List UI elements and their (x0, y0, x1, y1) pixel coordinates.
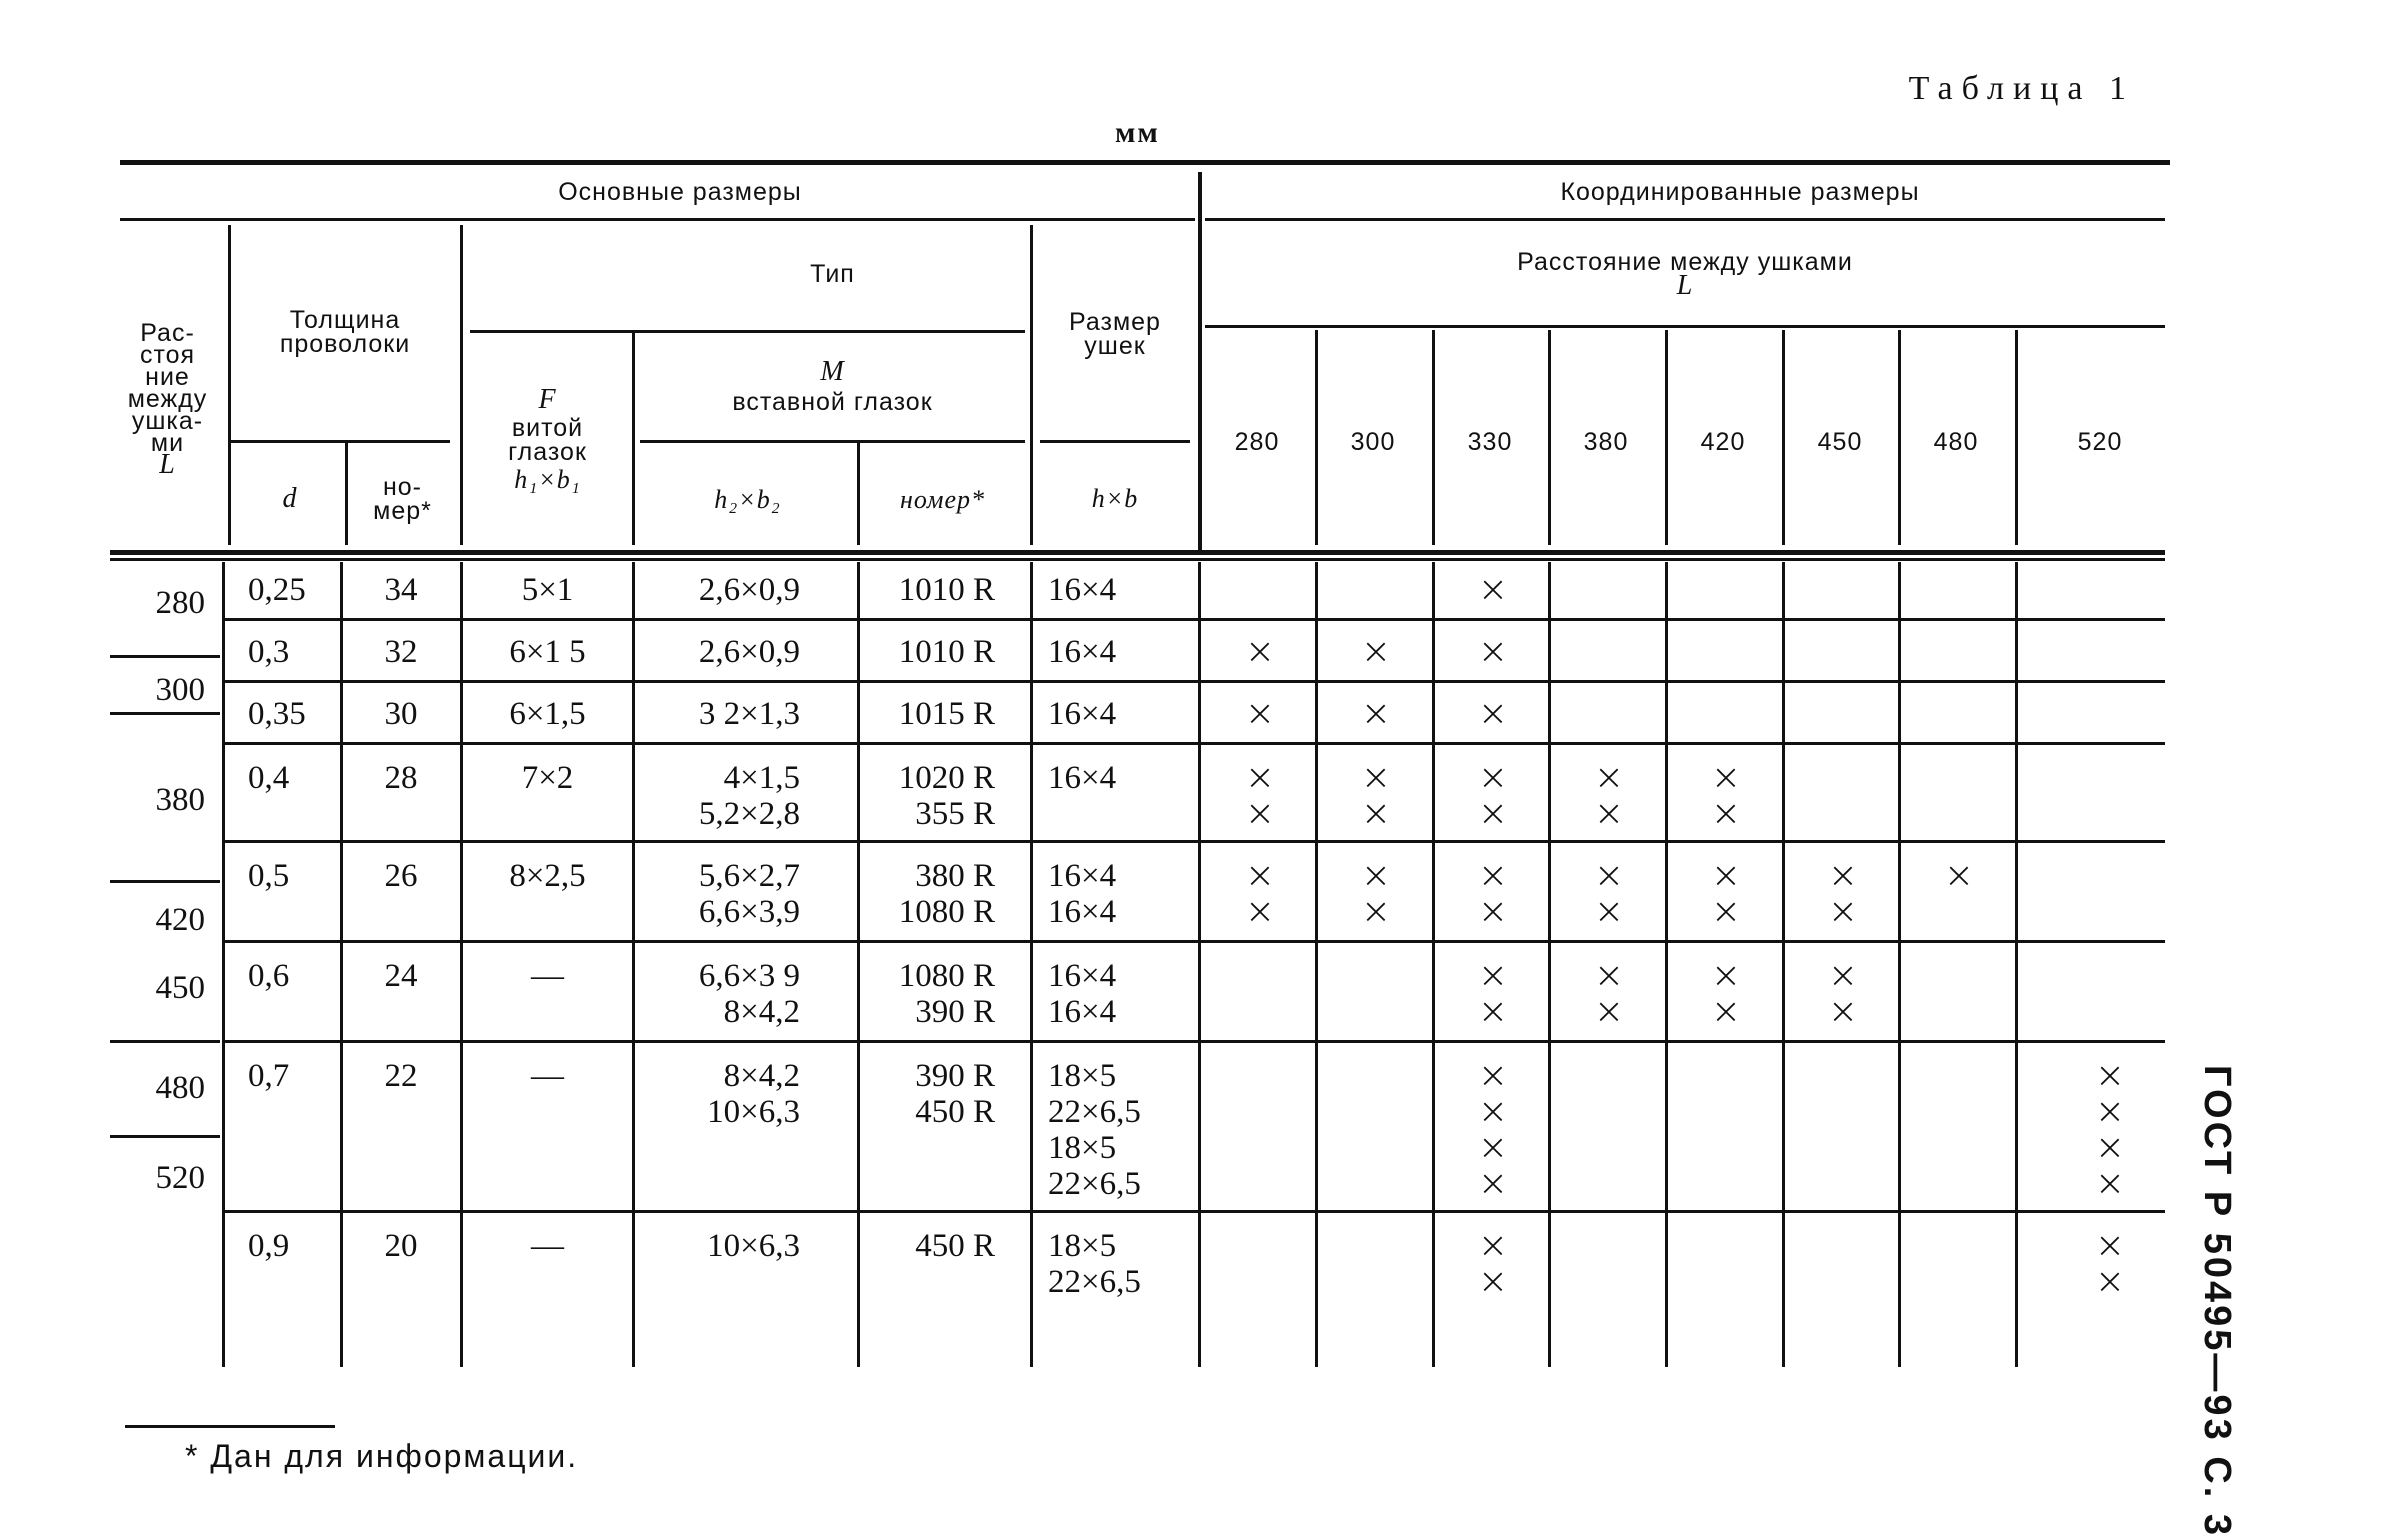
check-mark: × (1710, 891, 1742, 932)
L-value-header: 420 (1700, 428, 1746, 456)
check-mark: × (1477, 693, 1509, 734)
wire-number: 22 (384, 1058, 418, 1094)
inserted-eye-number: 355 R (915, 796, 995, 832)
check-mark: × (1477, 955, 1509, 996)
check-mark: × (1593, 891, 1625, 932)
twisted-eye-size: 8×2,5 (509, 858, 586, 894)
col-divider (1898, 562, 1901, 1367)
inserted-eye-size: 2,6×0,9 (698, 572, 800, 608)
ear-size: 16×4 (1048, 894, 1117, 930)
ear-size: 16×4 (1048, 634, 1117, 670)
L-value-header: 520 (2077, 428, 2123, 456)
wire-diameter: 0,5 (248, 858, 290, 894)
wire-number: 30 (384, 696, 418, 732)
check-mark: × (1477, 1091, 1509, 1132)
twisted-eye-size: 6×1,5 (509, 696, 586, 732)
check-mark: × (2094, 1127, 2126, 1168)
col-divider (1432, 330, 1435, 545)
col-divider (340, 562, 343, 1367)
rule-under-basic (120, 218, 1195, 221)
ear-size: 16×4 (1048, 994, 1117, 1030)
header-bottom-rule-2 (110, 558, 2165, 561)
wire-number: 24 (384, 958, 418, 994)
row-rule (225, 680, 2165, 683)
footnote: * Дан для информации. (185, 1438, 579, 1474)
header-M-desc: вставной глазок (732, 388, 933, 416)
twisted-eye-size: 7×2 (521, 760, 574, 796)
col-divider (2015, 330, 2018, 545)
inserted-eye-size: 2,6×0,9 (698, 634, 800, 670)
ear-size: 18×5 (1048, 1058, 1117, 1094)
inserted-eye-number: 1010 R (898, 634, 995, 670)
row-rule (225, 742, 2165, 745)
twisted-eye-size: — (531, 1228, 564, 1264)
wire-diameter: 0,9 (248, 1228, 290, 1264)
rule-under-thickness (230, 440, 450, 443)
col-divider (1315, 562, 1318, 1367)
inserted-eye-size: 6,6×3,9 (698, 894, 800, 930)
ear-size: 16×4 (1048, 572, 1117, 608)
col-divider (1782, 562, 1785, 1367)
check-mark: × (1477, 1127, 1509, 1168)
col-divider (1315, 330, 1318, 545)
twisted-eye-size: 5×1 (521, 572, 574, 608)
check-mark: × (1360, 793, 1392, 834)
row-rule (225, 840, 2165, 843)
L-value-header: 480 (1933, 428, 1979, 456)
check-mark: × (1477, 1055, 1509, 1096)
ear-size: 18×5 (1048, 1228, 1117, 1264)
check-mark: × (1360, 757, 1392, 798)
inserted-eye-number: 1080 R (898, 958, 995, 994)
check-mark: × (1827, 955, 1859, 996)
col-divider (345, 440, 348, 545)
inserted-eye-size: 5,6×2,7 (698, 858, 800, 894)
inserted-eye-size: 6,6×3 9 (698, 958, 800, 994)
inserted-eye-size: 10×6,3 (707, 1228, 800, 1264)
header-M-dim: h₂×b₂ (714, 485, 781, 514)
col-divider (1432, 562, 1435, 1367)
col-divider-main (1198, 172, 1202, 552)
check-mark: × (1360, 631, 1392, 672)
distance-value: 450 (155, 970, 205, 1006)
header-number: но- мер* (373, 473, 432, 525)
inserted-eye-size: 5,2×2,8 (698, 796, 800, 832)
inserted-eye-number: 1015 R (898, 696, 995, 732)
wire-diameter: 0,25 (248, 572, 306, 608)
check-mark: × (1477, 793, 1509, 834)
header-type: Тип (810, 260, 855, 288)
check-mark: × (1827, 891, 1859, 932)
check-mark: × (2094, 1261, 2126, 1302)
wire-diameter: 0,4 (248, 760, 290, 796)
rule-under-type (470, 330, 1025, 333)
header-distance: Рас- стоя ние между ушка- ми L (127, 319, 208, 480)
col-divider (1548, 562, 1551, 1367)
check-mark: × (1244, 891, 1276, 932)
check-mark: × (2094, 1055, 2126, 1096)
L-rule (110, 1135, 220, 1138)
check-mark: × (1477, 757, 1509, 798)
header-M: M (820, 356, 845, 387)
col-divider (632, 562, 635, 1367)
check-mark: × (2094, 1091, 2126, 1132)
check-mark: × (1593, 955, 1625, 996)
inserted-eye-number: 390 R (915, 994, 995, 1030)
check-mark: × (1593, 855, 1625, 896)
check-mark: × (1244, 693, 1276, 734)
distance-value: 300 (155, 672, 205, 708)
ear-size: 16×4 (1048, 696, 1117, 732)
check-mark: × (1244, 855, 1276, 896)
side-document-label: ГОСТ Р 50495—93 С. 3 (2196, 1065, 2238, 1538)
inserted-eye-size: 4×1,5 (723, 760, 800, 796)
ear-size: 16×4 (1048, 760, 1117, 796)
distance-value: 280 (155, 585, 205, 621)
row-rule (225, 618, 2165, 621)
ear-size: 22×6,5 (1048, 1094, 1141, 1130)
L-value-header: 380 (1583, 428, 1629, 456)
col-divider (228, 225, 231, 545)
table-caption: Таблица 1 (1908, 70, 2135, 107)
check-mark: × (2094, 1225, 2126, 1266)
L-value-header: 450 (1817, 428, 1863, 456)
col-divider (1548, 330, 1551, 545)
header-M-num: номер* (899, 485, 986, 514)
ear-size: 16×4 (1048, 958, 1117, 994)
col-divider (1030, 562, 1033, 1367)
col-divider (1898, 330, 1901, 545)
rule-under-ear (1040, 440, 1190, 443)
header-coordinated: Координированные размеры (1560, 178, 1920, 206)
col-divider (2015, 562, 2018, 1367)
wire-number: 20 (384, 1228, 418, 1264)
header-bottom-rule (110, 550, 2165, 555)
check-mark: × (1710, 855, 1742, 896)
wire-number: 34 (384, 572, 418, 608)
inserted-eye-size: 8×4,2 (723, 1058, 800, 1094)
check-mark: × (1360, 891, 1392, 932)
check-mark: × (1477, 631, 1509, 672)
col-divider (460, 225, 463, 545)
wire-diameter: 0,7 (248, 1058, 290, 1094)
L-value-header: 300 (1350, 428, 1396, 456)
inserted-eye-number: 1020 R (898, 760, 995, 796)
L-value-header: 280 (1234, 428, 1280, 456)
check-mark: × (1244, 631, 1276, 672)
header-ear-dim: h×b (1091, 484, 1139, 513)
twisted-eye-size: — (531, 1058, 564, 1094)
ear-size: 22×6,5 (1048, 1264, 1141, 1300)
ear-size: 18×5 (1048, 1130, 1117, 1166)
inserted-eye-size: 3 2×1,3 (698, 696, 800, 732)
check-mark: × (1827, 991, 1859, 1032)
col-divider (1198, 562, 1201, 1367)
L-value-header: 330 (1467, 428, 1513, 456)
check-mark: × (2094, 1163, 2126, 1204)
header-d: d (282, 483, 298, 514)
row-rule (225, 1210, 2165, 1213)
units-label: мм (1115, 116, 1160, 149)
row-rule (225, 1040, 2165, 1043)
inserted-eye-number: 450 R (915, 1094, 995, 1130)
ear-size: 22×6,5 (1048, 1166, 1141, 1202)
check-mark: × (1244, 793, 1276, 834)
check-mark: × (1244, 757, 1276, 798)
check-mark: × (1827, 855, 1859, 896)
footnote-rule (125, 1425, 335, 1428)
wire-number: 26 (384, 858, 418, 894)
header-thickness: Толщина проволоки (279, 306, 411, 358)
header-F-dim: h₁×b₁ (514, 465, 581, 494)
inserted-eye-size: 8×4,2 (723, 994, 800, 1030)
inserted-eye-size: 10×6,3 (707, 1094, 800, 1130)
check-mark: × (1943, 855, 1975, 896)
check-mark: × (1477, 1261, 1509, 1302)
check-mark: × (1477, 569, 1509, 610)
wire-number: 32 (384, 634, 418, 670)
check-mark: × (1593, 757, 1625, 798)
distance-value: 380 (155, 782, 205, 818)
col-divider (1782, 330, 1785, 545)
L-rule (110, 1040, 220, 1043)
ear-size: 16×4 (1048, 858, 1117, 894)
col-divider (1665, 562, 1668, 1367)
col-divider (460, 562, 463, 1367)
wire-diameter: 0,35 (248, 696, 306, 732)
col-divider (1030, 225, 1033, 545)
twisted-eye-size: — (531, 958, 564, 994)
row-rule (225, 940, 2165, 943)
col-divider (632, 330, 635, 545)
check-mark: × (1360, 855, 1392, 896)
check-mark: × (1593, 793, 1625, 834)
L-rule (110, 880, 220, 883)
header-F-desc: витой глазок (508, 414, 587, 466)
check-mark: × (1477, 891, 1509, 932)
inserted-eye-number: 380 R (915, 858, 995, 894)
check-mark: × (1477, 991, 1509, 1032)
wire-diameter: 0,3 (248, 634, 290, 670)
check-mark: × (1477, 1225, 1509, 1266)
check-mark: × (1593, 991, 1625, 1032)
inserted-eye-number: 1080 R (898, 894, 995, 930)
col-divider (222, 562, 225, 1367)
check-mark: × (1710, 955, 1742, 996)
check-mark: × (1360, 693, 1392, 734)
distance-value: 520 (155, 1160, 205, 1196)
L-rule (110, 655, 220, 658)
distance-value: 420 (155, 902, 205, 938)
wire-number: 28 (384, 760, 418, 796)
check-mark: × (1710, 757, 1742, 798)
col-divider (1665, 330, 1668, 545)
top-rule (120, 160, 2170, 165)
check-mark: × (1710, 793, 1742, 834)
L-rule (110, 712, 220, 715)
check-mark: × (1477, 1163, 1509, 1204)
header-between: Расстояние между ушками L (1517, 248, 1853, 301)
header-F: F (538, 384, 557, 415)
rule-under-between (1205, 325, 2165, 328)
rule-under-M (640, 440, 1025, 443)
twisted-eye-size: 6×1 5 (509, 634, 586, 670)
wire-diameter: 0,6 (248, 958, 290, 994)
rule-under-coordinated (1205, 218, 2165, 221)
check-mark: × (1477, 855, 1509, 896)
check-mark: × (1710, 991, 1742, 1032)
distance-value: 480 (155, 1070, 205, 1106)
header-basic: Основные размеры (558, 178, 802, 206)
header-ear-size: Размер ушек (1069, 308, 1161, 360)
inserted-eye-number: 390 R (915, 1058, 995, 1094)
inserted-eye-number: 450 R (915, 1228, 995, 1264)
inserted-eye-number: 1010 R (898, 572, 995, 608)
